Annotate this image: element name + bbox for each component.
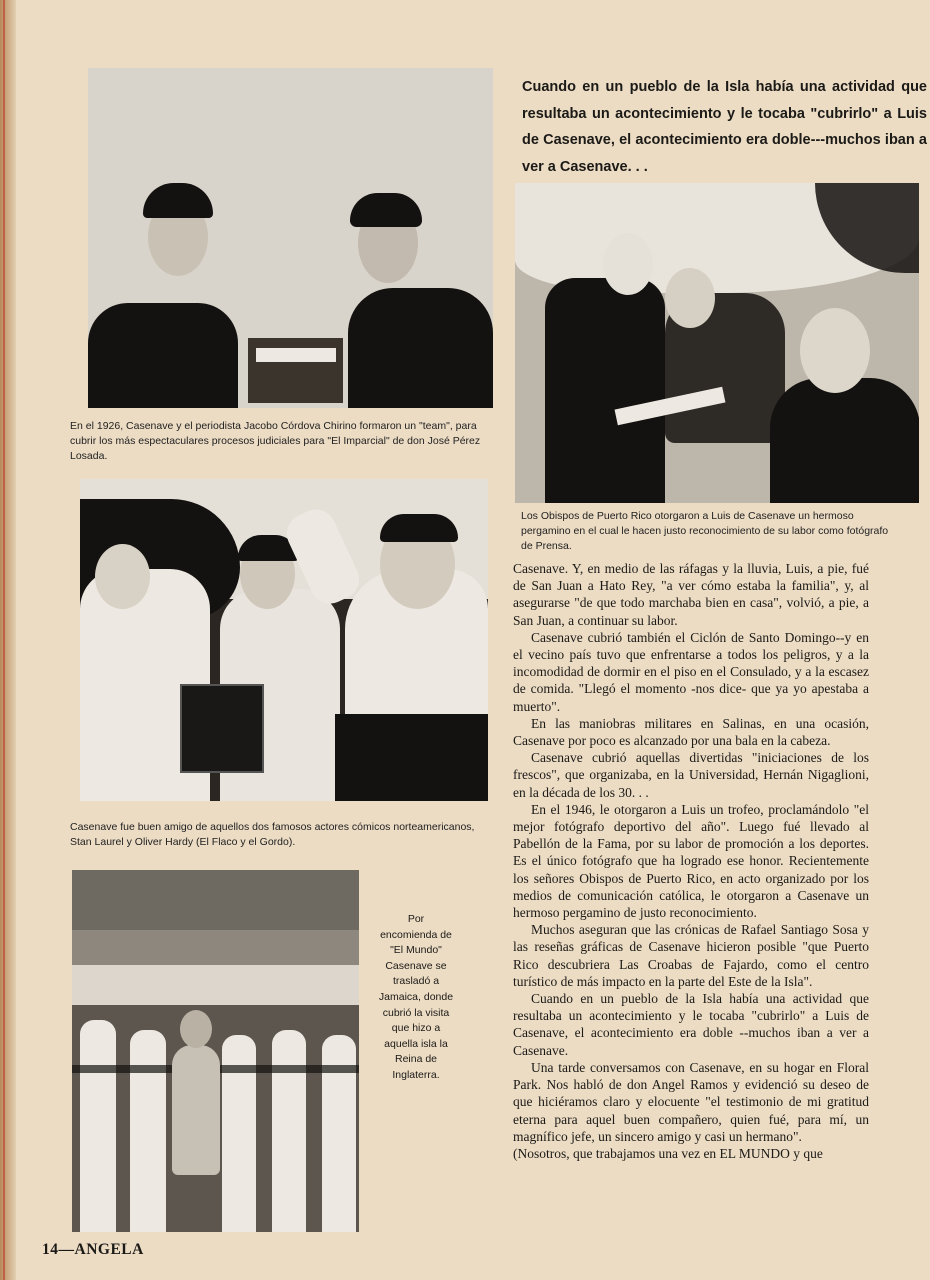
body-paragraph: En las maniobras militares en Salinas, en una ocasión, Casenave por poco es alcanzado por una bala en la cabeza.: [513, 715, 869, 749]
body-paragraph: En el 1946, le otorgaron a Luis un trofeo, proclamándolo "el mejor fotógrafo deportivo del año". Luego fué llevado al Pabellón de la Fama, por su labor de promoción a los deportes. Es el único fotógrafo que ha logrado ese honor. Recientemente los señores Obispos de Puerto Rico, en acto organizado por los medios de comunicación católica, le otorgaron a Casenave un hermoso pergamino de justo reconocimiento.: [513, 801, 869, 921]
body-paragraph: (Nosotros, que trabajamos una vez en EL MUNDO y que: [513, 1145, 823, 1161]
photo4-caption: Por encomienda de "El Mundo" Casenave se trasladó a Jamaica, donde cubrió la visita que hizo a aquella isla la Reina de Inglaterra.: [378, 913, 454, 1081]
photo-casenave-and-journalist: [88, 68, 493, 408]
photo-bishops-award: [515, 183, 919, 503]
body-paragraph: Una tarde conversamos con Casenave, en su hogar en Floral Park. Nos habló de don Angel Ramos y evidenció su deseo de que hiciéramos claro y elocuente "el testimonio de mi gratitud eterna para aquel buen compañero, quien fué, para mí, un magnífico jefe, un sincero amigo y casi un hermano".: [513, 1059, 869, 1144]
photo2-caption: Los Obispos de Puerto Rico otorgaron a Luis de Casenave un hermoso pergamino en el cual le hacen justo reconocimiento de su labor como fotógrafo de Prensa.: [521, 510, 889, 552]
body-paragraph: Casenave cubrió aquellas divertidas "iniciaciones de los frescos", que organizaba, en la Universidad, Hernán Nigaglioni, en la década de los 30. . .: [513, 750, 869, 800]
photo-laurel-and-hardy: [80, 479, 488, 801]
photo-queen-jamaica-visit: [72, 870, 359, 1232]
photo1-caption: En el 1926, Casenave y el periodista Jacobo Córdova Chirino formaron un "team", para cubrir los más espectaculares procesos judiciales para "El Imparcial" de don José Pérez Losada.: [70, 420, 481, 462]
page-folio: 14—ANGELA: [42, 1241, 144, 1258]
body-paragraph: Cuando en un pueblo de la Isla había una actividad que resultaba un acontecimiento y le tocaba "cubrirlo" a Luis de Casenave, el acontecimiento era doble --muchos iban a ver a Casenave.: [513, 991, 869, 1058]
body-paragraph: Casenave cubrió también el Ciclón de Santo Domingo--y en el vecino país tuvo que enfrentarse a todos los peligros, y a la incomodidad de dormir en el piso en el Consulado, y a la escasez de comida. "Llegó el momento -nos dice- que ya yo apestaba a muerto".: [513, 629, 869, 714]
lead-paragraph: Cuando en un pueblo de la Isla había una actividad que resultaba un acontecimiento y le tocaba "cubrirlo" a Luis de Casenave, el acontecimiento era doble---muchos iban a ver a Casenave. . .: [522, 79, 927, 175]
body-paragraph: Muchos aseguran que las crónicas de Rafael Santiago Sosa y las reseñas gráficas de Casenave hicieron posible "que Puerto Rico descubriera Las Croabas de Fajardo, como el centro turístico de más impacto en la parte del Este de la Isla".: [513, 922, 869, 989]
body-paragraph: Casenave. Y, en medio de las ráfagas y la lluvia, Luis, a pie, fué de San Juan a Hato Rey, "a ver cómo estaba la familia", y, al asegurarse "de que todo marchaba bien en casa", volvió, a pie, a San Juan, a continuar su labor.: [513, 561, 869, 628]
photo3-caption: Casenave fue buen amigo de aquellos dos famosos actores cómicos norteamericanos, Stan Laurel y Oliver Hardy (El Flaco y el Gordo).: [70, 821, 475, 848]
page-binding-edge: [0, 0, 16, 1280]
article-body: [513, 560, 869, 1162]
